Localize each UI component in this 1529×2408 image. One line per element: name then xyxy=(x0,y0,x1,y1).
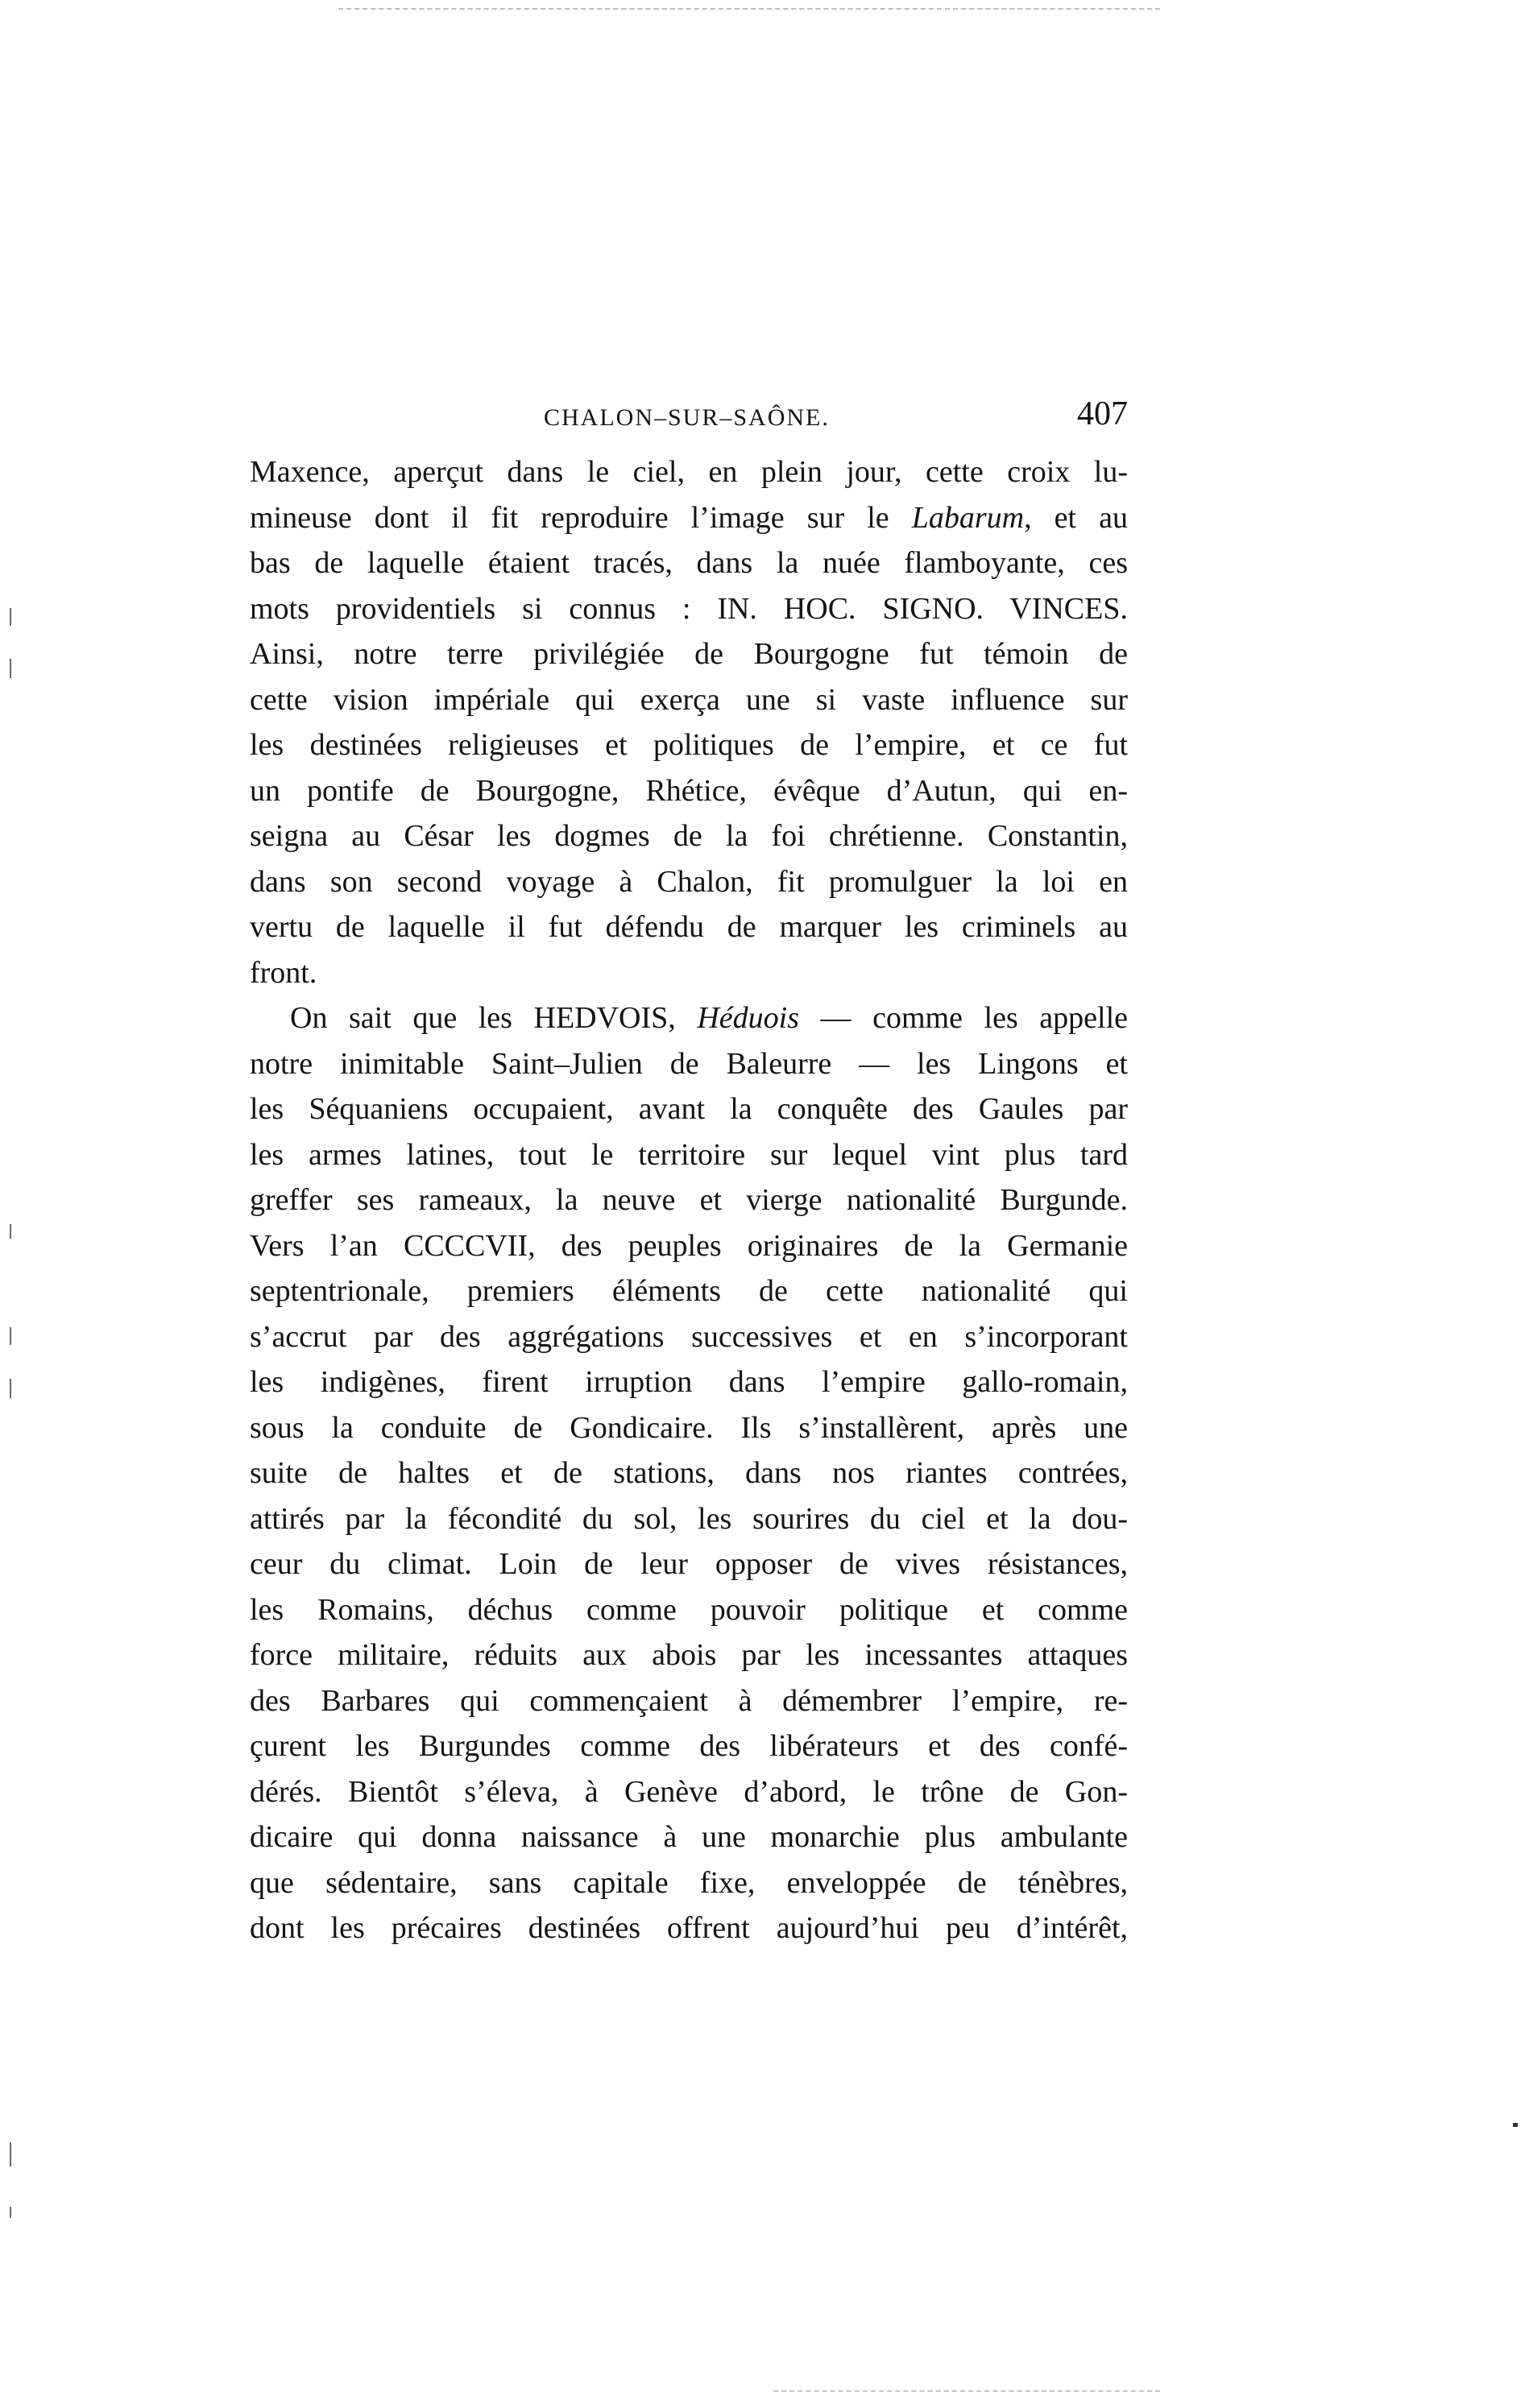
scan-bottom-edge-rule xyxy=(773,2390,1160,2392)
text-run: mineuse dont il fit reproduire l’image sur le xyxy=(250,500,912,535)
scan-margin-mark xyxy=(10,1327,11,1345)
text-line: les indigènes, firent irruption dans l’empire gallo-romain, xyxy=(250,1365,1128,1399)
text-line: s’accrut par des aggrégations successives et en s’incorporant xyxy=(250,1319,1128,1354)
text-line: dérés. Bientôt s’éleva, à Genève d’abord, le trône de Gon- xyxy=(250,1774,1128,1809)
running-head xyxy=(250,395,1128,443)
text-line: dont les précaires destinées offrent aujourd’hui peu d’intérêt, xyxy=(250,1911,1128,1945)
text-line: greffer ses rameaux, la neuve et vierge nationalité Burgunde. xyxy=(250,1183,1128,1217)
scan-top-edge-rule xyxy=(338,8,1160,10)
text-line: force militaire, réduits aux abois par les incessantes attaques xyxy=(250,1638,1128,1672)
text-line: sous la conduite de Gondicaire. Ils s’installèrent, après une xyxy=(250,1410,1128,1445)
italic-term-labarum: Labarum xyxy=(911,500,1025,535)
text-line: septentrionale, premiers éléments de cette nationalité qui xyxy=(250,1274,1128,1308)
text-line: dans son second voyage à Chalon, fit promulguer la loi en xyxy=(250,864,1128,899)
text-line: çurent les Burgundes comme des libérateurs et des confé- xyxy=(250,1729,1128,1763)
scan-speck xyxy=(1513,2123,1518,2127)
text-run: — comme les appelle xyxy=(799,1001,1128,1035)
text-line: bas de laquelle étaient tracés, dans la nuée flamboyante, ces xyxy=(250,546,1128,580)
scan-margin-mark xyxy=(10,2142,11,2166)
paragraph-2 xyxy=(250,995,1128,1951)
text-line: Vers l’an CCCCVII, des peuples originaires de la Germanie xyxy=(250,1228,1128,1263)
text-line: que sédentaire, sans capitale fixe, enveloppée de ténèbres, xyxy=(250,1865,1128,1900)
text-line: Maxence, aperçut dans le ciel, en plein jour, cette croix lu- xyxy=(250,455,1128,489)
page-number: 407 xyxy=(1077,395,1128,432)
text-line: les Séquaniens occupaient, avant la conquête des Gaules par xyxy=(250,1092,1128,1126)
scan-margin-mark xyxy=(10,659,11,678)
body-text xyxy=(250,449,1128,1951)
scan-margin-mark xyxy=(10,1379,11,1398)
text-line: dicaire qui donna naissance à une monarchie plus ambulante xyxy=(250,1820,1128,1854)
text-line: suite de haltes et de stations, dans nos riantes contrées, xyxy=(250,1456,1128,1490)
running-head-title: CHALON–SUR–SAÔNE. xyxy=(544,404,830,431)
text-run: , et au xyxy=(1024,500,1128,535)
italic-term-heduois: Héduois xyxy=(697,1001,799,1035)
scan-margin-mark xyxy=(10,608,11,626)
text-line: mots providentiels si connus : IN. HOC. SIGNO. VINCES. xyxy=(250,591,1128,626)
text-line: cette vision impériale qui exerça une si vaste influence sur xyxy=(250,682,1128,717)
text-line xyxy=(250,495,1128,541)
paragraph-1 xyxy=(250,449,1128,995)
text-line: les destinées religieuses et politiques de l’empire, et ce fut xyxy=(250,728,1128,762)
text-line: seigna au César les dogmes de la foi chrétienne. Constantin, xyxy=(250,819,1128,853)
text-line: Ainsi, notre terre privilégiée de Bourgogne fut témoin de xyxy=(250,637,1128,671)
text-line: notre inimitable Saint–Julien de Baleurre — les Lingons et xyxy=(250,1046,1128,1081)
scan-margin-mark xyxy=(10,2207,11,2218)
text-line: ceur du climat. Loin de leur opposer de vives résistances, xyxy=(250,1547,1128,1581)
text-line: front. xyxy=(250,955,317,990)
text-line: des Barbares qui commençaient à démembrer l’empire, re- xyxy=(250,1683,1128,1718)
text-line: les Romains, déchus comme pouvoir politique et comme xyxy=(250,1592,1128,1627)
text-line: les armes latines, tout le territoire sur lequel vint plus tard xyxy=(250,1137,1128,1172)
scan-margin-mark xyxy=(10,1224,11,1239)
text-line: attirés par la fécondité du sol, les sourires du ciel et la dou- xyxy=(250,1501,1128,1536)
text-line: vertu de laquelle il fut défendu de marquer les criminels au xyxy=(250,910,1128,944)
text-line: un pontife de Bourgogne, Rhétice, évêque d’Autun, qui en- xyxy=(250,773,1128,808)
text-line xyxy=(250,995,1128,1041)
text-run: On sait que les HEDVOIS, xyxy=(290,1001,698,1035)
